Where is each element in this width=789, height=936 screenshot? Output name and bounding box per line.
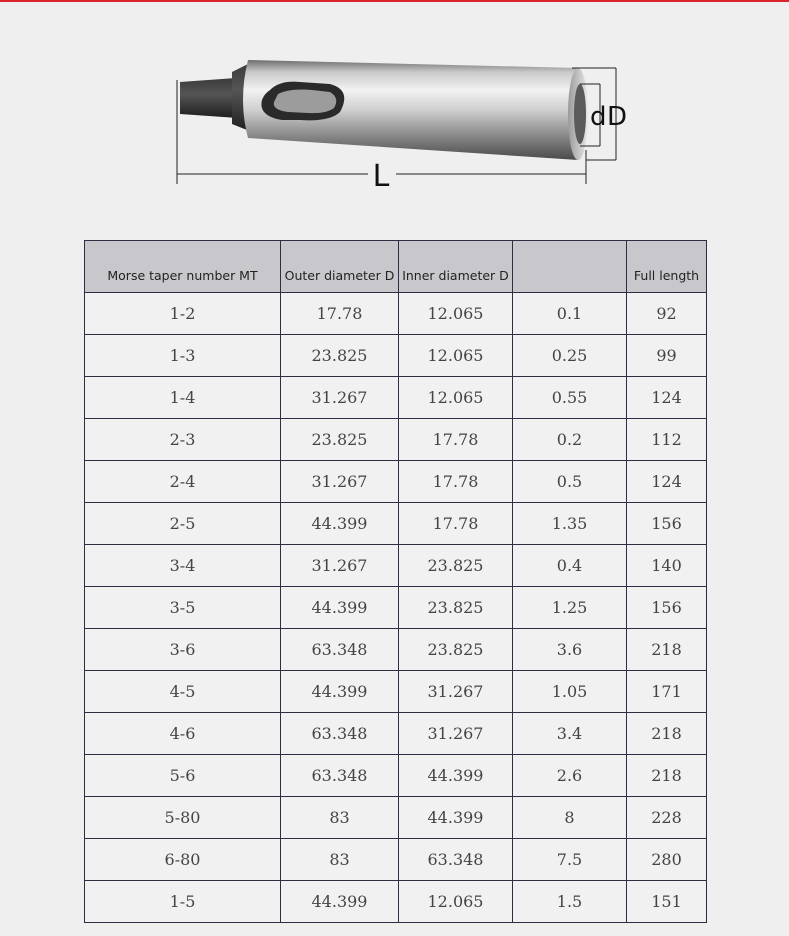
table-cell: 31.267: [281, 377, 399, 419]
table-row: [85, 587, 707, 629]
table-cell: 23.825: [281, 419, 399, 461]
table-header-row: [85, 241, 707, 293]
column-header: Morse taper number MT: [85, 241, 281, 293]
table-cell: 1-3: [85, 335, 281, 377]
column-header: Outer diameter D: [281, 241, 399, 293]
table-cell: 156: [627, 587, 707, 629]
table-cell: 83: [281, 839, 399, 881]
table-cell: 23.825: [399, 587, 513, 629]
table-cell: 0.55: [513, 377, 627, 419]
table-cell: 218: [627, 713, 707, 755]
length-label: L: [372, 159, 390, 194]
table-cell: 92: [627, 293, 707, 335]
table-cell: 31.267: [281, 461, 399, 503]
table-cell: 12.065: [399, 293, 513, 335]
table-cell: 4-6: [85, 713, 281, 755]
table-cell: 0.5: [513, 461, 627, 503]
table-cell: 140: [627, 545, 707, 587]
table-row: [85, 461, 707, 503]
table-row: [85, 377, 707, 419]
table-cell: 12.065: [399, 881, 513, 923]
table-row: [85, 713, 707, 755]
table-cell: 8: [513, 797, 627, 839]
inner-diameter-label: d: [590, 102, 607, 132]
table-cell: 63.348: [399, 839, 513, 881]
morse-taper-sleeve-diagram: [0, 0, 789, 230]
table-cell: 2.6: [513, 755, 627, 797]
table-cell: 63.348: [281, 755, 399, 797]
table-cell: 1-2: [85, 293, 281, 335]
table-cell: 0.2: [513, 419, 627, 461]
table-cell: 1.05: [513, 671, 627, 713]
table-row: [85, 839, 707, 881]
table-cell: 23.825: [399, 545, 513, 587]
table-cell: 1.35: [513, 503, 627, 545]
table-cell: 12.065: [399, 335, 513, 377]
table-cell: 228: [627, 797, 707, 839]
table-cell: 112: [627, 419, 707, 461]
table-body: [85, 293, 707, 923]
table-cell: 5-6: [85, 755, 281, 797]
table-cell: 99: [627, 335, 707, 377]
table-cell: 0.1: [513, 293, 627, 335]
table-cell: 44.399: [281, 671, 399, 713]
table-row: [85, 545, 707, 587]
table-cell: 218: [627, 629, 707, 671]
table-row: [85, 881, 707, 923]
table-cell: 17.78: [281, 293, 399, 335]
table-row: [85, 629, 707, 671]
table-cell: 23.825: [281, 335, 399, 377]
table-cell: 218: [627, 755, 707, 797]
table-cell: 3-5: [85, 587, 281, 629]
table-cell: 124: [627, 461, 707, 503]
column-header: [513, 241, 627, 293]
table-cell: 2-4: [85, 461, 281, 503]
table-cell: 31.267: [281, 545, 399, 587]
table-cell: 5-80: [85, 797, 281, 839]
table-cell: 44.399: [281, 503, 399, 545]
table-cell: 124: [627, 377, 707, 419]
table-cell: 3-4: [85, 545, 281, 587]
table-row: [85, 671, 707, 713]
table-cell: 44.399: [399, 755, 513, 797]
table-cell: 23.825: [399, 629, 513, 671]
table-cell: 63.348: [281, 713, 399, 755]
table-cell: 151: [627, 881, 707, 923]
table-cell: 2-5: [85, 503, 281, 545]
table-cell: 1.5: [513, 881, 627, 923]
outer-diameter-label: D: [607, 102, 628, 132]
table-cell: 7.5: [513, 839, 627, 881]
table-cell: 12.065: [399, 377, 513, 419]
table-cell: 17.78: [399, 419, 513, 461]
sleeve-tang: [180, 78, 238, 118]
table-cell: 1-4: [85, 377, 281, 419]
table-cell: 31.267: [399, 671, 513, 713]
table-cell: 1-5: [85, 881, 281, 923]
table-cell: 2-3: [85, 419, 281, 461]
morse-taper-spec-table: [84, 240, 707, 923]
table-cell: 1.25: [513, 587, 627, 629]
table-cell: 63.348: [281, 629, 399, 671]
table-cell: 17.78: [399, 461, 513, 503]
sleeve-bore: [574, 84, 586, 144]
table-row: [85, 503, 707, 545]
table-cell: 3-6: [85, 629, 281, 671]
table-row: [85, 419, 707, 461]
column-header: Full length: [627, 241, 707, 293]
table-cell: 44.399: [399, 797, 513, 839]
table-cell: 171: [627, 671, 707, 713]
table-cell: 4-5: [85, 671, 281, 713]
table-cell: 0.25: [513, 335, 627, 377]
table-cell: 44.399: [281, 587, 399, 629]
table-cell: 156: [627, 503, 707, 545]
table-cell: 17.78: [399, 503, 513, 545]
table-cell: 83: [281, 797, 399, 839]
table-row: [85, 335, 707, 377]
table-cell: 3.4: [513, 713, 627, 755]
table-cell: 3.6: [513, 629, 627, 671]
table-row: [85, 755, 707, 797]
column-header: Inner diameter D: [399, 241, 513, 293]
table-cell: 31.267: [399, 713, 513, 755]
table-cell: 6-80: [85, 839, 281, 881]
table-cell: 280: [627, 839, 707, 881]
table-cell: 0.4: [513, 545, 627, 587]
table-cell: 44.399: [281, 881, 399, 923]
table-row: [85, 797, 707, 839]
table-row: [85, 293, 707, 335]
